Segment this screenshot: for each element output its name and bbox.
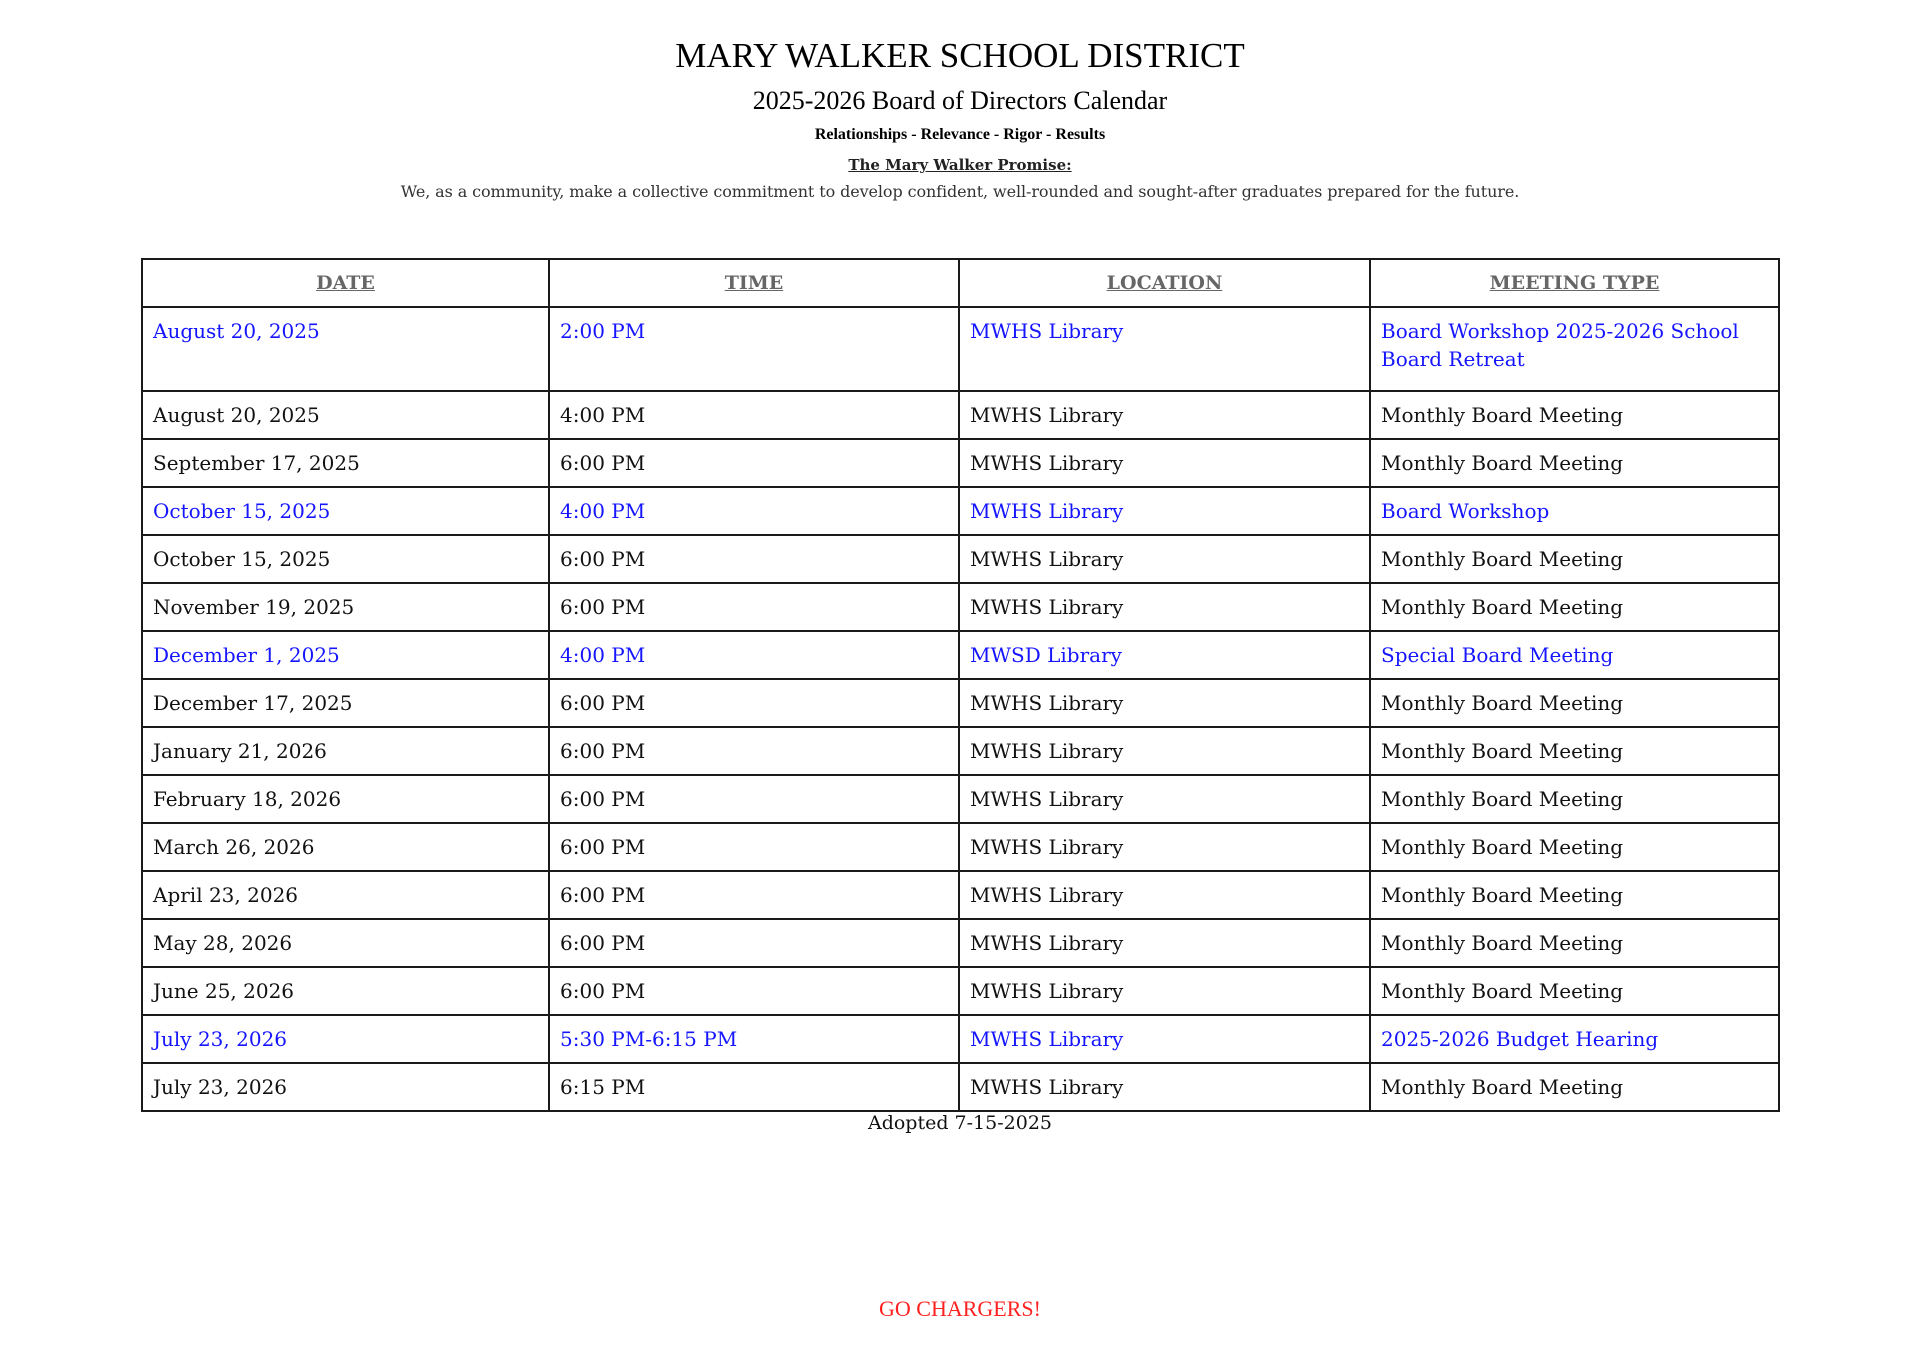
cell-location: MWHS Library — [959, 823, 1370, 871]
table-row — [142, 1015, 1779, 1063]
cell-location: MWHS Library — [959, 871, 1370, 919]
cell-date: August 20, 2025 — [142, 307, 549, 391]
cell-location: MWHS Library — [959, 535, 1370, 583]
cell-location: MWHS Library — [959, 919, 1370, 967]
cell-date: March 26, 2026 — [142, 823, 549, 871]
cell-time: 5:30 PM-6:15 PM — [549, 1015, 959, 1063]
cell-meeting-type: Monthly Board Meeting — [1370, 1063, 1779, 1111]
cell-date: July 23, 2026 — [142, 1063, 549, 1111]
column-header-date: DATE — [142, 259, 549, 307]
column-header-meeting-type: MEETING TYPE — [1370, 259, 1779, 307]
cell-time: 6:00 PM — [549, 583, 959, 631]
column-header-location: LOCATION — [959, 259, 1370, 307]
cell-time: 6:00 PM — [549, 727, 959, 775]
cell-date: October 15, 2025 — [142, 487, 549, 535]
table-row — [142, 487, 1779, 535]
cell-location: MWHS Library — [959, 307, 1370, 391]
cell-time: 2:00 PM — [549, 307, 959, 391]
table-row — [142, 583, 1779, 631]
cell-meeting-type: Special Board Meeting — [1370, 631, 1779, 679]
table-row — [142, 967, 1779, 1015]
header-row — [142, 259, 1779, 307]
cell-date: May 28, 2026 — [142, 919, 549, 967]
table-row — [142, 775, 1779, 823]
cell-location: MWHS Library — [959, 487, 1370, 535]
table-row — [142, 871, 1779, 919]
cell-meeting-type: Monthly Board Meeting — [1370, 535, 1779, 583]
table-row — [142, 1063, 1779, 1111]
cell-meeting-type: Monthly Board Meeting — [1370, 583, 1779, 631]
promise-heading: The Mary Walker Promise: — [848, 156, 1072, 174]
cell-time: 6:00 PM — [549, 535, 959, 583]
cell-location: MWHS Library — [959, 583, 1370, 631]
cell-meeting-type: Monthly Board Meeting — [1370, 439, 1779, 487]
cell-meeting-type: Monthly Board Meeting — [1370, 823, 1779, 871]
cell-date: December 17, 2025 — [142, 679, 549, 727]
table-row — [142, 631, 1779, 679]
table-row — [142, 823, 1779, 871]
cell-date: September 17, 2025 — [142, 439, 549, 487]
table-row — [142, 391, 1779, 439]
cell-date: October 15, 2025 — [142, 535, 549, 583]
cell-meeting-type: Monthly Board Meeting — [1370, 679, 1779, 727]
cell-date: November 19, 2025 — [142, 583, 549, 631]
cell-time: 4:00 PM — [549, 391, 959, 439]
cell-location: MWHS Library — [959, 391, 1370, 439]
cell-time: 6:00 PM — [549, 871, 959, 919]
cell-meeting-type: Monthly Board Meeting — [1370, 727, 1779, 775]
cell-meeting-type: Board Workshop 2025-2026 School Board Retreat — [1370, 307, 1779, 391]
table-row — [142, 439, 1779, 487]
cell-date: April 23, 2026 — [142, 871, 549, 919]
cell-meeting-type: Monthly Board Meeting — [1370, 967, 1779, 1015]
cell-meeting-type: Monthly Board Meeting — [1370, 391, 1779, 439]
cell-date: June 25, 2026 — [142, 967, 549, 1015]
cell-time: 6:00 PM — [549, 439, 959, 487]
promise-text: We, as a community, make a collective commitment to develop confident, well-rounded and sought-after graduates prepared for the future. — [400, 182, 1520, 201]
calendar-subtitle: 2025-2026 Board of Directors Calendar — [752, 86, 1168, 115]
cell-time: 6:00 PM — [549, 679, 959, 727]
motto: Relationships - Relevance - Rigor - Results — [814, 126, 1106, 143]
table-row — [142, 919, 1779, 967]
cell-date: August 20, 2025 — [142, 391, 549, 439]
cell-location: MWHS Library — [959, 775, 1370, 823]
cell-meeting-type: Monthly Board Meeting — [1370, 871, 1779, 919]
board-calendar-table — [141, 258, 1780, 1112]
footer-slogan: GO CHARGERS! — [879, 1296, 1041, 1321]
table-row — [142, 679, 1779, 727]
cell-time: 6:15 PM — [549, 1063, 959, 1111]
cell-meeting-type: 2025-2026 Budget Hearing — [1370, 1015, 1779, 1063]
cell-meeting-type: Monthly Board Meeting — [1370, 919, 1779, 967]
cell-location: MWHS Library — [959, 727, 1370, 775]
cell-location: MWSD Library — [959, 631, 1370, 679]
table-row — [142, 727, 1779, 775]
cell-time: 6:00 PM — [549, 919, 959, 967]
cell-location: MWHS Library — [959, 679, 1370, 727]
cell-location: MWHS Library — [959, 1063, 1370, 1111]
cell-date: February 18, 2026 — [142, 775, 549, 823]
district-title: MARY WALKER SCHOOL DISTRICT — [675, 36, 1245, 75]
cell-date: December 1, 2025 — [142, 631, 549, 679]
cell-time: 6:00 PM — [549, 967, 959, 1015]
cell-time: 6:00 PM — [549, 823, 959, 871]
column-header-time: TIME — [549, 259, 959, 307]
table-row — [142, 307, 1779, 391]
cell-location: MWHS Library — [959, 967, 1370, 1015]
cell-time: 6:00 PM — [549, 775, 959, 823]
cell-location: MWHS Library — [959, 1015, 1370, 1063]
cell-time: 4:00 PM — [549, 487, 959, 535]
cell-location: MWHS Library — [959, 439, 1370, 487]
adopted-note: Adopted 7-15-2025 — [867, 1112, 1053, 1134]
cell-date: January 21, 2026 — [142, 727, 549, 775]
cell-meeting-type: Board Workshop — [1370, 487, 1779, 535]
cell-meeting-type: Monthly Board Meeting — [1370, 775, 1779, 823]
cell-date: July 23, 2026 — [142, 1015, 549, 1063]
table-row — [142, 535, 1779, 583]
cell-time: 4:00 PM — [549, 631, 959, 679]
